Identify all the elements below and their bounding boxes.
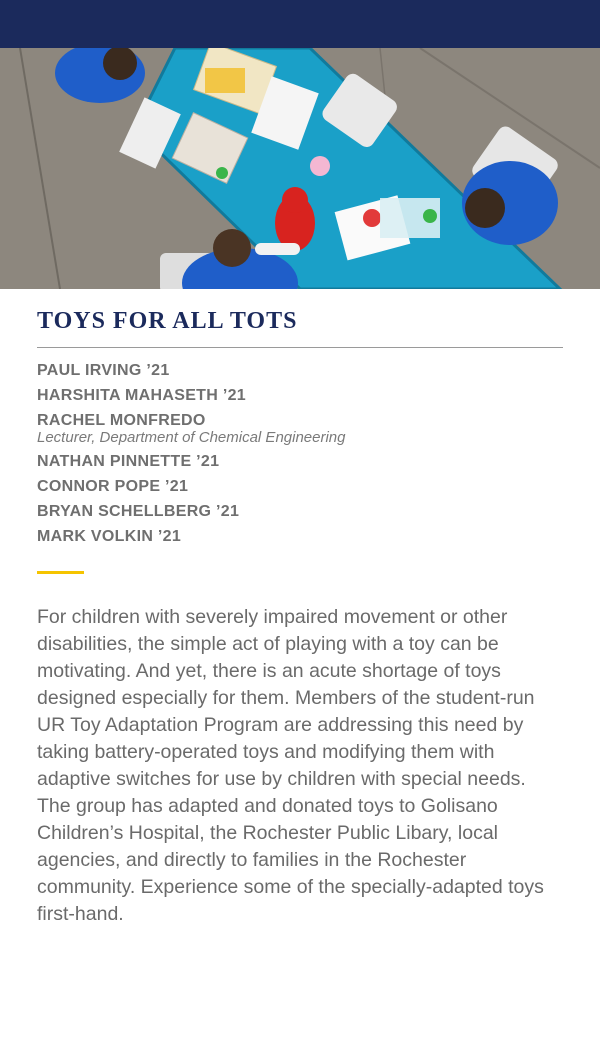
team-member-name: RACHEL MONFREDO — [37, 412, 206, 429]
team-member — [37, 499, 563, 524]
team-member-name: PAUL IRVING ’21 — [37, 362, 170, 379]
accent-divider — [37, 571, 84, 574]
page-title: TOYS FOR ALL TOTS — [37, 308, 298, 334]
team-member — [37, 449, 563, 474]
team-member-name: NATHAN PINNETTE ’21 — [37, 453, 220, 470]
team-member — [37, 383, 563, 408]
team-member-name: BRYAN SCHELLBERG ’21 — [37, 503, 240, 520]
team-member — [37, 474, 563, 499]
project-card-content — [0, 309, 600, 928]
team-member — [37, 358, 563, 383]
hero-photo-illustration — [0, 48, 600, 289]
team-member-name: HARSHITA MAHASETH ’21 — [37, 387, 246, 404]
hero-photo — [0, 48, 600, 289]
team-member-name: MARK VOLKIN ’21 — [37, 528, 182, 545]
team-member — [37, 524, 563, 549]
team-member-role: Lecturer, Department of Chemical Engineering — [37, 429, 346, 446]
team-member-name: CONNOR POPE ’21 — [37, 478, 189, 495]
team-member-list — [37, 358, 563, 549]
top-banner — [0, 0, 600, 48]
project-description: For children with severely impaired movement or other disabilities, the simple act of playing with a toy can be motivating. And yet, there is an acute shortage of toys designed especially for them. Members of the student-run UR Toy Adaptation Program are addressing this need by taking battery-operated toys and modifying them with adaptive switches for use by children with special needs. The group has adapted and donated toys to Golisano Children’s Hospital, the Rochester Public Libary, local agencies, and directly to families in the Rochester community. Experience some of the specially-adapted toys first-hand. — [37, 606, 544, 925]
title-divider — [37, 347, 563, 348]
team-member — [37, 408, 563, 445]
